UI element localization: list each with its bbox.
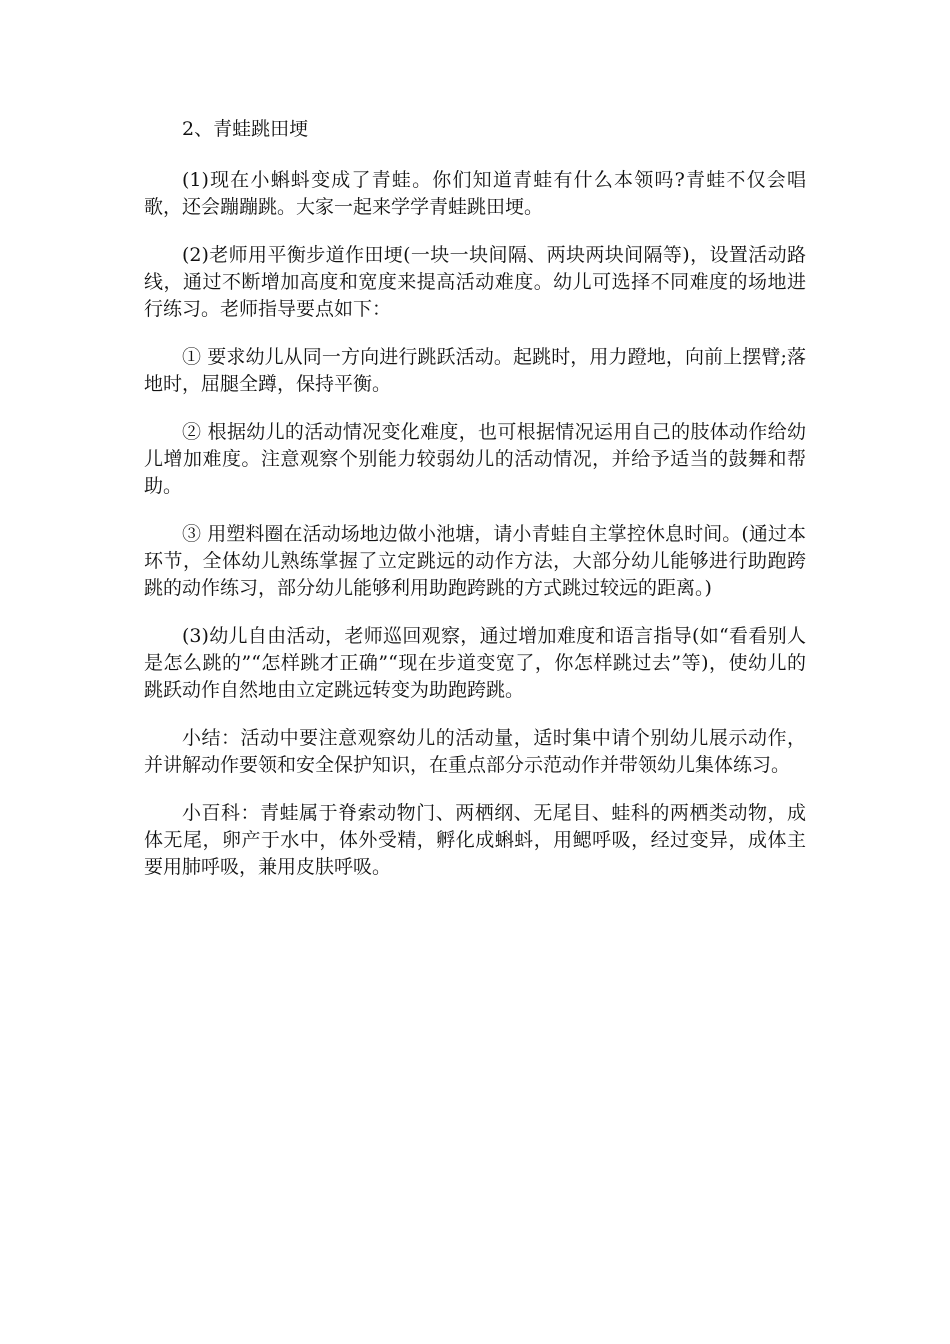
paragraph-summary: 小结：活动中要注意观察幼儿的活动量，适时集中请个别幼儿展示动作，并讲解动作要领和安全保护知识，在重点部分示范动作并带领幼儿集体练习。	[144, 727, 806, 776]
paragraph-step-2: (2)老师用平衡步道作田埂(一块一块间隔、两块两块间隔等)，设置活动路线，通过不断增加高度和宽度来提高活动难度。幼儿可选择不同难度的场地进行练习。老师指导要点如下：	[144, 244, 806, 320]
paragraph-step-3: (3)幼儿自由活动，老师巡回观察，通过增加难度和语言指导(如“看看别人是怎么跳的”“怎样跳才正确”“现在步道变宽了，你怎样跳过去”等)，使幼儿的跳跃动作自然地由立定跳远转变为助跑跨跳。	[144, 625, 806, 701]
paragraph-step-1: (1)现在小蝌蚪变成了青蛙。你们知道青蛙有什么本领吗?青蛙不仅会唱歌，还会蹦蹦跳。大家一起来学学青蛙跳田埂。	[144, 169, 806, 218]
paragraph-point-2: ② 根据幼儿的活动情况变化难度，也可根据情况运用自己的肢体动作给幼儿增加难度。注意观察个别能力较弱幼儿的活动情况，并给予适当的鼓舞和帮助。	[144, 421, 806, 497]
paragraph-encyclopedia: 小百科：青蛙属于脊索动物门、两栖纲、无尾目、蛙科的两栖类动物，成体无尾，卵产于水中，体外受精，孵化成蝌蚪，用鳃呼吸，经过变异，成体主要用肺呼吸，兼用皮肤呼吸。	[144, 802, 806, 878]
paragraph-point-3: ③ 用塑料圈在活动场地边做小池塘，请小青蛙自主掌控休息时间。(通过本环节，全体幼儿熟练掌握了立定跳远的动作方法，大部分幼儿能够进行助跑跨跳的动作练习，部分幼儿能够利用助跑跨跳的方式跳过较远的距离。)	[144, 523, 806, 599]
paragraph-point-1: ① 要求幼儿从同一方向进行跳跃活动。起跳时，用力蹬地，向前上摆臂;落地时，屈腿全蹲，保持平衡。	[144, 346, 806, 395]
document-body	[144, 116, 806, 902]
section-heading: 2、青蛙跳田埂	[182, 118, 309, 140]
